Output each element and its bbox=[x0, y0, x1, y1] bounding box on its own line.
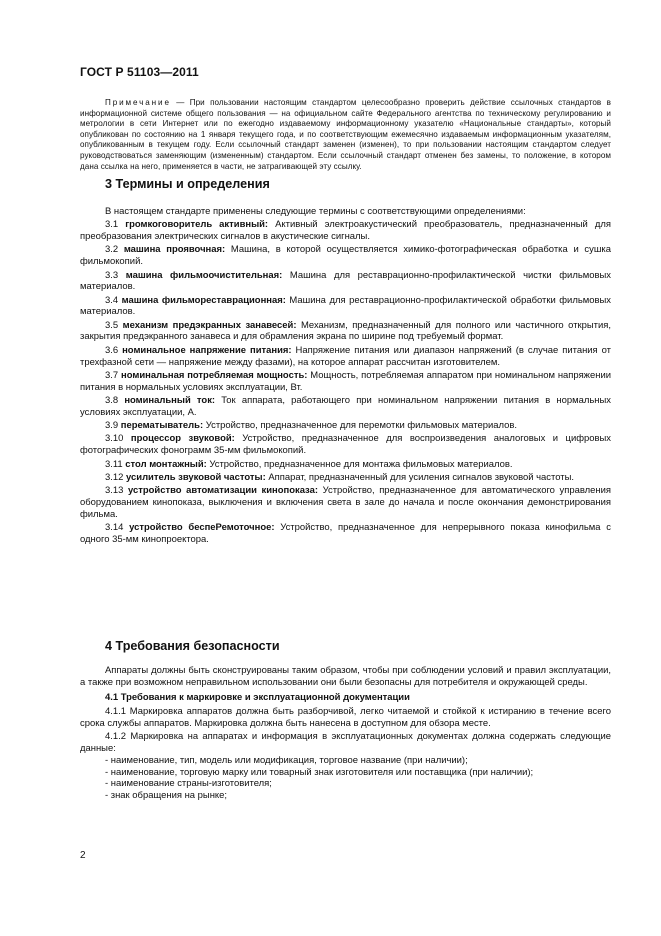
term-name: устройство беспеРемоточное: bbox=[129, 522, 275, 534]
term-definition bbox=[80, 433, 611, 457]
term-number: 3.7 bbox=[105, 369, 119, 381]
term-name: машина проявочная: bbox=[123, 244, 226, 256]
term-name: механизм предэкранных занавесей: bbox=[122, 319, 297, 331]
term-text: Ток аппарата, работающего при номинальном напряжении питания в нормальных условиях эксплуатации, А. bbox=[80, 395, 611, 418]
terms-list bbox=[80, 219, 611, 545]
term-text: Устройство, предназначенное для монтажа фильмовых материалов. bbox=[206, 458, 513, 470]
term-text: Аппарат, предназначенный для усиления сигналов звуковой частоты. bbox=[265, 471, 574, 483]
term-text: Устройство, предназначенное для перемотки фильмовых материалов. bbox=[203, 420, 517, 432]
term-number: 3.9 bbox=[105, 420, 119, 432]
term-name: громкоговоритель активный: bbox=[125, 219, 269, 231]
term-text: Мощность, потребляемая аппаратом при номинальном напряжении питания в нормальных условиях эксплуатации, Вт. bbox=[80, 369, 611, 393]
list-item: - наименование страны-изготовителя; bbox=[105, 778, 272, 790]
term-number: 3.14 bbox=[105, 522, 124, 534]
term-text: Устройство, предназначенное для воспроизведения аналоговых и цифровых фотографических фонограмм 35-мм фильмокопий. bbox=[80, 433, 612, 457]
section-4-intro: Аппараты должны быть сконструированы таким образом, чтобы при соблюдении условий и правил эксплуатации, а также при возможном неправильном использовании они были безопасны для потребителя и окружающей среды. bbox=[80, 665, 611, 688]
section-3-heading: 3 Термины и определения bbox=[105, 177, 270, 191]
term-definition bbox=[80, 320, 611, 344]
term-text: Активный электроакустический преобразователь, предназначенный для преобразования электрических сигналов в акустические сигналы. bbox=[80, 219, 612, 243]
term-definition bbox=[80, 420, 611, 432]
term-definition bbox=[80, 270, 611, 294]
reference-note bbox=[80, 98, 611, 172]
list-item: - наименование, тип, модель или модификация, торговое название (при наличии); bbox=[105, 754, 468, 766]
term-name: номинальная потребляемая мощность: bbox=[121, 369, 308, 381]
term-definition bbox=[80, 370, 611, 394]
note-text: — При пользовании настоящим стандартом целесообразно проверить действие ссылочных стандартов в информационной системе общего пользования — на официальном сайте Федерального агентства по техническому регулированию и метрологии в сети Интернет или по ежегодно издаваемому информационному указателю «Национальные стандарты», который опубликован по состоянию на 1 января текущего года, и по соответствующим ежемесячно издаваемым информационным указателям, опубликованным в текущем году. Если ссылочный стандарт заменен (изменен), то при пользовании настоящим стандартом следует руководствоваться заменяющим (измененным) стандартом. Если ссылочный стандарт отменен без замены, то положение, в котором дана ссылка на него, применяется в части, не затрагивающей эту ссылку. bbox=[80, 98, 611, 171]
term-name: машина фильмоочистительная: bbox=[125, 269, 283, 281]
paragraph-4-1-2: 4.1.2 Маркировка на аппаратах и информация в эксплуатационных документах должна содержать следующие данные: bbox=[80, 731, 611, 755]
term-name: машина фильмореставрационная: bbox=[121, 294, 286, 306]
term-text: Механизм, предназначенный для полного или частичного открытия, закрытия предэкранного занавеса и для обрамления экрана по ширине под требуемый формат. bbox=[80, 319, 612, 343]
term-definition bbox=[80, 345, 611, 369]
term-definition bbox=[80, 485, 611, 520]
paragraph-4-1-1: 4.1.1 Маркировка аппаратов должна быть разборчивой, легко читаемой и стойкой к истиранию в течение всего срока службы аппаратов. Маркировка должна быть нанесена в доступном для обзора месте. bbox=[80, 706, 611, 729]
term-number: 3.2 bbox=[105, 244, 119, 256]
term-name: номинальное напряжение питания: bbox=[122, 344, 292, 356]
term-definition bbox=[80, 219, 611, 243]
term-name: усилитель звуковой частоты: bbox=[126, 471, 266, 483]
term-number: 3.3 bbox=[105, 269, 119, 281]
term-definition bbox=[80, 472, 611, 484]
term-text: Машина для реставрационно-профилактической обработки фильмовых материалов. bbox=[80, 294, 611, 318]
term-number: 3.6 bbox=[105, 344, 119, 356]
term-text: Машина, в которой осуществляется химико-фотографическая обработка и сушка фильмокопий. bbox=[80, 244, 612, 268]
term-definition bbox=[80, 395, 611, 419]
page-header-title: ГОСТ Р 51103—2011 bbox=[80, 65, 199, 79]
term-number: 3.12 bbox=[105, 471, 124, 483]
term-number: 3.1 bbox=[105, 219, 119, 231]
term-number: 3.5 bbox=[105, 319, 119, 331]
term-definition bbox=[80, 522, 611, 546]
term-name: перематыватель: bbox=[120, 420, 204, 432]
term-number: 3.4 bbox=[105, 294, 119, 306]
section-4-body bbox=[80, 665, 611, 802]
term-number: 3.10 bbox=[105, 433, 124, 445]
section-3-intro: В настоящем стандарте применены следующие термины с соответствующими определениями: bbox=[105, 206, 526, 217]
term-definition bbox=[80, 459, 611, 471]
note-label: Примечание bbox=[105, 98, 171, 107]
term-name: номинальный ток: bbox=[124, 395, 216, 406]
term-text: Устройство, предназначенное для автоматического управления оборудованием кинопоказа, выключения и включения света в зале до начала и после окончания демонстрирования фильма. bbox=[80, 485, 612, 520]
term-name: устройство автоматизации кинопоказа: bbox=[127, 485, 319, 497]
term-definition bbox=[80, 295, 611, 319]
marking-data-list bbox=[80, 755, 611, 802]
term-name: процессор звуковой: bbox=[130, 433, 235, 445]
section-4-heading: 4 Требования безопасности bbox=[105, 639, 280, 653]
term-number: 3.11 bbox=[105, 458, 123, 470]
page-number: 2 bbox=[80, 850, 86, 861]
list-item: - наименование, торговую марку или товарный знак изготовителя или поставщика (при наличии); bbox=[105, 766, 534, 778]
term-text: Машина для реставрационно-профилактической чистки фильмовых материалов. bbox=[80, 269, 611, 293]
list-item: - знак обращения на рынке; bbox=[105, 790, 228, 802]
term-definition bbox=[80, 244, 611, 268]
term-text: Напряжение питания или диапазон напряжений (в случае питания от трехфазной сети — напряжение между фазами), на которое аппарат рассчитан изготовителем. bbox=[80, 344, 612, 368]
subsection-4-1-title: 4.1 Требования к маркировке и эксплуатационной документации bbox=[105, 691, 410, 703]
term-number: 3.13 bbox=[105, 485, 124, 497]
section-3-body bbox=[80, 206, 611, 547]
term-number: 3.8 bbox=[105, 395, 119, 406]
term-name: стол монтажный: bbox=[125, 458, 207, 470]
term-text: Устройство, предназначенное для непрерывного показа кинофильма с одного 35-мм кинопроектора. bbox=[80, 522, 611, 545]
